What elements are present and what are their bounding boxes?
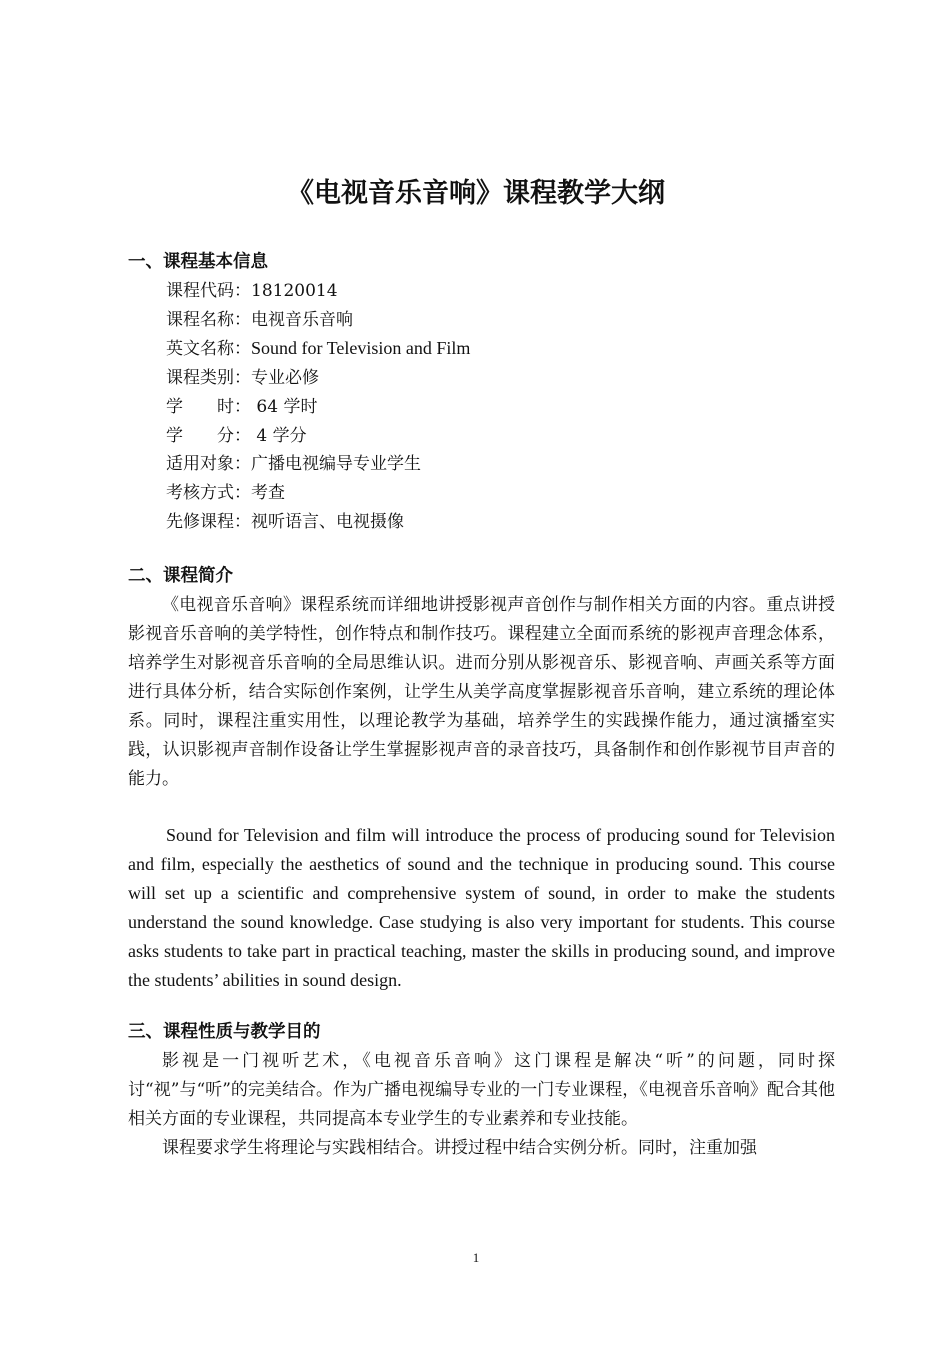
intro-paragraph-english: Sound for Television and film will introduce the process of producing sound for Television and film, especially the aesthetics of sound and the technique in producing sound. This course will set up a scientific and comprehensive system of sound, in order to make the students understand the sound knowledge. Case studying is also very important for students. This course asks students to take part in practical teaching, master the skills in producing sound, and improve the students’ abilities in sound design. bbox=[128, 825, 835, 990]
info-prerequisites bbox=[166, 508, 470, 537]
info-value: Sound for Television and Film bbox=[251, 338, 471, 359]
intro-paragraph-chinese: 《电视音乐音响》课程系统而详细地讲授影视声音创作与制作相关方面的内容。重点讲授影视音乐音响的美学特性，创作特点和制作技巧。课程建立全面而系统的影视声音理念体系，培养学生对影视音乐音响的全局思维认识。进而分别从影视音乐、影视音响、声画关系等方面进行具体分析，结合实际创作案例，让学生从美学高度掌握影视音乐音响，建立系统的理论体系。同时，课程注重实用性，以理论教学为基础，培养学生的实践操作能力，通过演播室实践，认识影视声音制作设备让学生掌握影视声音的录音技巧，具备制作和创作影视节目声音的能力。 bbox=[128, 595, 835, 789]
info-value: 18120014 bbox=[251, 281, 338, 301]
info-label: 学 分： bbox=[166, 425, 251, 446]
page-number: 1 bbox=[472, 1250, 480, 1265]
info-label: 课程名称： bbox=[166, 309, 251, 330]
info-hours bbox=[166, 393, 470, 422]
document-title: 《电视音乐音响》课程教学大纲 bbox=[287, 178, 665, 209]
info-value: 专业必修 bbox=[251, 368, 319, 389]
info-label: 适用对象： bbox=[166, 454, 251, 475]
section-heading-basic-info: 一、课程基本信息 bbox=[128, 252, 268, 272]
info-value: 64 学时 bbox=[251, 396, 318, 417]
info-label: 考核方式： bbox=[166, 482, 251, 503]
info-label: 先修课程： bbox=[166, 511, 251, 532]
info-english-name bbox=[166, 334, 470, 364]
info-value: 4 学分 bbox=[251, 425, 307, 446]
info-assessment bbox=[166, 479, 470, 508]
info-label: 课程代码： bbox=[166, 281, 251, 301]
info-value: 电视音乐音响 bbox=[251, 309, 353, 330]
info-target-students bbox=[166, 450, 470, 479]
info-course-type bbox=[166, 364, 470, 393]
nature-paragraph-1: 影视是一门视听艺术，《电视音乐音响》这门课程是解决“听”的问题，同时探讨“视”与“听”的完美结合。作为广播电视编导专业的一门专业课程，《电视音乐音响》配合其他相关方面的专业课程，共同提高本专业学生的专业素养和专业技能。 bbox=[128, 1051, 835, 1129]
info-course-name bbox=[166, 306, 470, 335]
info-label: 学 时： bbox=[166, 396, 251, 417]
info-value: 视听语言、电视摄像 bbox=[251, 511, 404, 532]
section-heading-nature-purpose: 三、课程性质与教学目的 bbox=[128, 1022, 321, 1042]
nature-paragraph-2: 课程要求学生将理论与实践相结合。讲授过程中结合实例分析。同时，注重加强 bbox=[162, 1138, 757, 1158]
course-info-list bbox=[166, 277, 470, 536]
info-credits bbox=[166, 422, 470, 451]
info-course-code bbox=[166, 277, 470, 306]
info-label: 课程类别： bbox=[166, 368, 251, 389]
info-label: 英文名称： bbox=[166, 339, 251, 360]
section-heading-introduction: 二、课程简介 bbox=[128, 566, 233, 586]
info-value: 广播电视编导专业学生 bbox=[251, 454, 421, 475]
info-value: 考查 bbox=[251, 482, 285, 503]
